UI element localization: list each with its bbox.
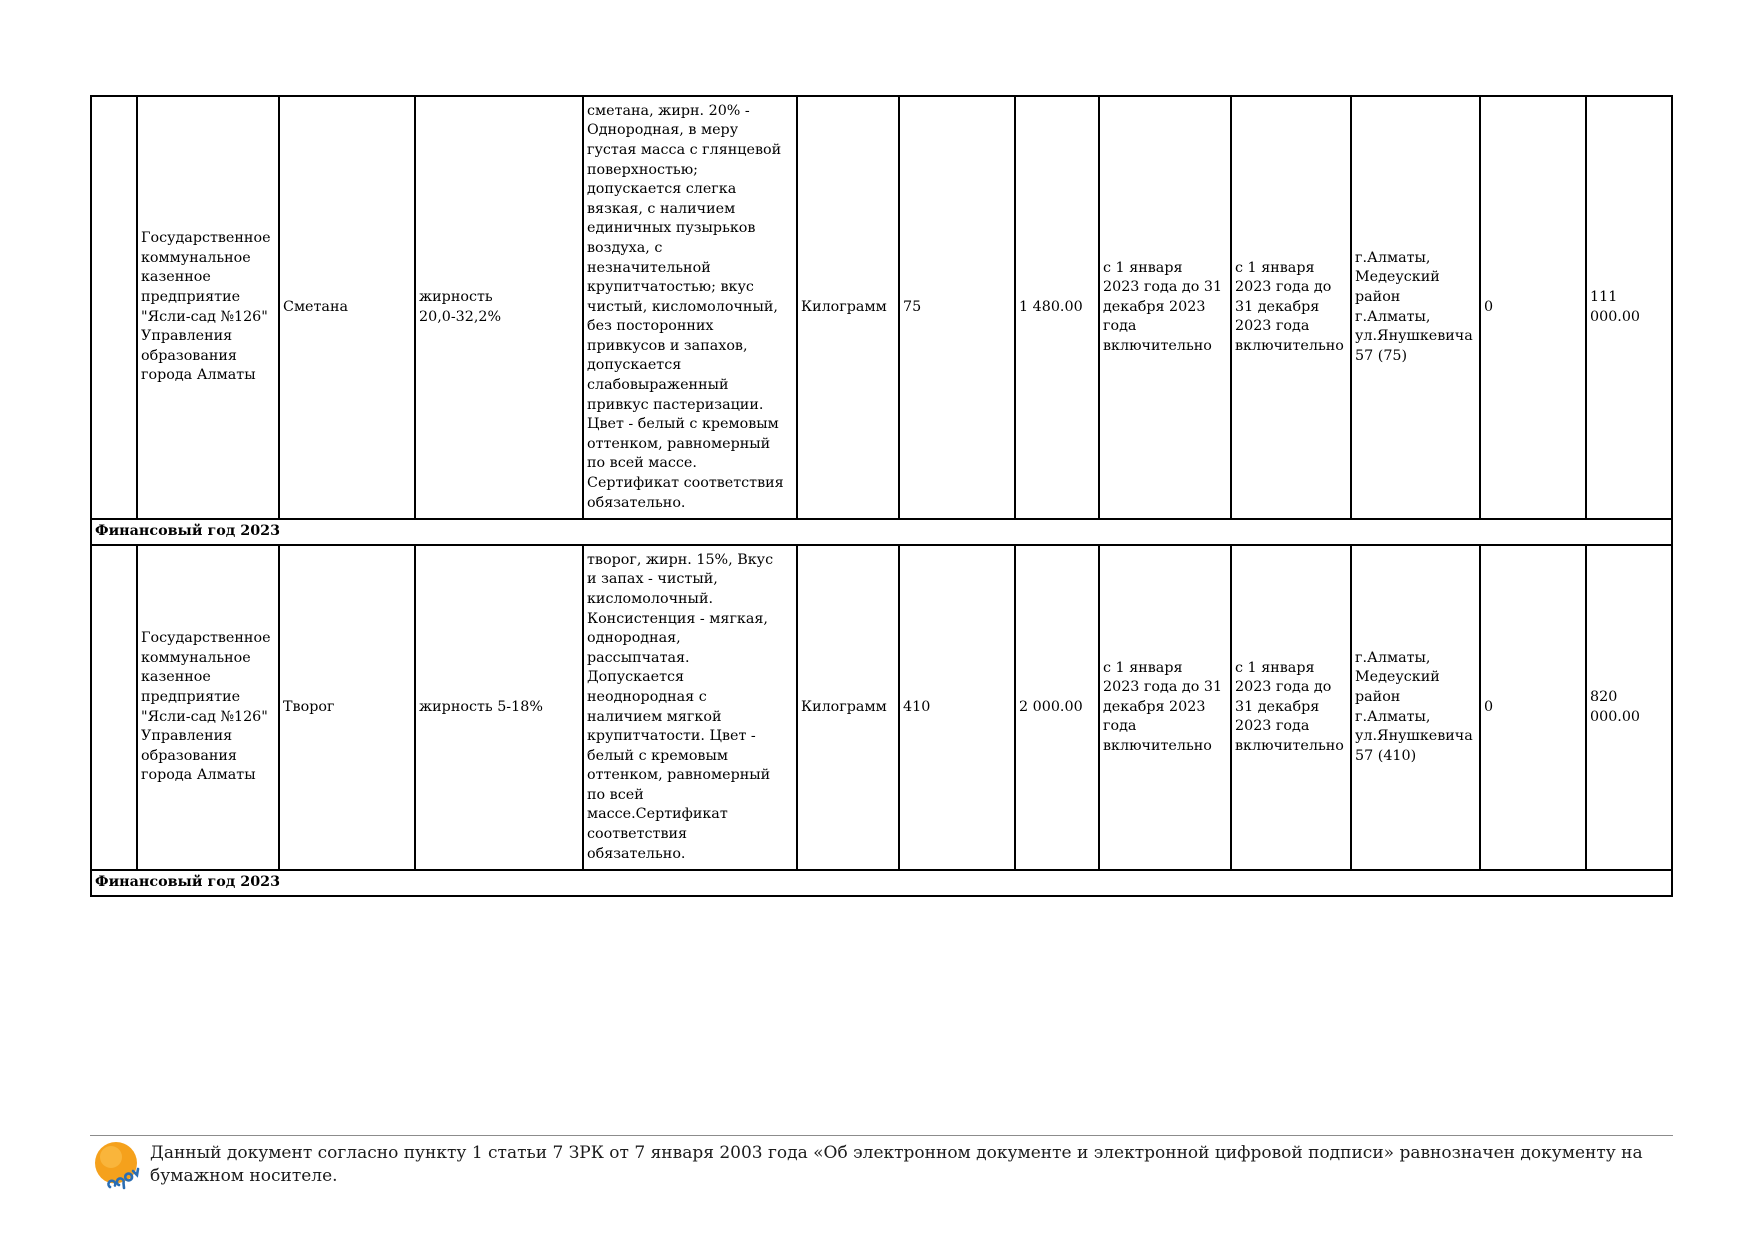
fiscal-year-row	[91, 870, 1672, 896]
cell-unit: Килограмм	[797, 96, 899, 519]
cell-description: творог, жирн. 15%, Вкус и запах - чистый, кисломолочный. Консистенция - мягкая, однородная, рассыпчатая. Допускается неоднородная с наличием мягкой крупитчатости. Цвет - белый с кремовым оттенком, равномерный по всей массе.Сертификат соответствия обязательно.	[583, 545, 797, 870]
cell-amount: 820 000.00	[1586, 545, 1672, 870]
cell-advance: 0	[1480, 96, 1586, 519]
fiscal-year-row	[91, 519, 1672, 545]
legal-notice: Данный документ согласно пункту 1 статьи 7 ЗРК от 7 января 2003 года «Об электронном документе и электронной цифровой подписи» равнозначен документу на бумажном носителе.	[150, 1143, 1643, 1186]
egov-logo-icon	[93, 1140, 143, 1190]
cell-product: Творог	[279, 545, 415, 870]
cell-delivery-place: г.Алматы, Медеуский район г.Алматы, ул.Янушкевича 57 (75)	[1351, 96, 1480, 519]
cell-delivery-place: г.Алматы, Медеуский район г.Алматы, ул.Янушкевича 57 (410)	[1351, 545, 1480, 870]
cell-delivery-term: с 1 января 2023 года до 31 декабря 2023 года включительно	[1099, 545, 1231, 870]
cell-unit: Килограмм	[797, 545, 899, 870]
table-row	[91, 96, 1672, 519]
cell-contract-term: с 1 января 2023 года до 31 декабря 2023 года включительно	[1231, 96, 1351, 519]
table-row	[91, 545, 1672, 870]
cell-advance: 0	[1480, 545, 1586, 870]
cell-quantity: 410	[899, 545, 1015, 870]
fiscal-year-label: Финансовый год 2023	[91, 519, 1672, 545]
cell-price: 2 000.00	[1015, 545, 1099, 870]
cell-price: 1 480.00	[1015, 96, 1099, 519]
cell-blank	[91, 545, 137, 870]
cell-characteristic: жирность 5-18%	[415, 545, 583, 870]
cell-organization: Государственное коммунальное казенное предприятие "Ясли-сад №126" Управления образования города Алматы	[137, 545, 279, 870]
cell-description: сметана, жирн. 20% - Однородная, в меру густая масса с глянцевой поверхностью; допускается слегка вязкая, с наличием единичных пузырьков воздуха, с незначительной крупитчатостью; вкус чистый, кисломолочный, без посторонних привкусов и запахов, допускается слабовыраженный привкус пастеризации. Цвет - белый с кремовым оттенком, равномерный по всей массе. Сертификат соответствия обязательно.	[583, 96, 797, 519]
fiscal-year-label: Финансовый год 2023	[91, 870, 1672, 896]
cell-quantity: 75	[899, 96, 1015, 519]
cell-blank	[91, 96, 137, 519]
footer-divider	[90, 1135, 1673, 1136]
cell-delivery-term: с 1 января 2023 года до 31 декабря 2023 года включительно	[1099, 96, 1231, 519]
cell-organization: Государственное коммунальное казенное предприятие "Ясли-сад №126" Управления образования города Алматы	[137, 96, 279, 519]
cell-amount: 111 000.00	[1586, 96, 1672, 519]
cell-contract-term: с 1 января 2023 года до 31 декабря 2023 года включительно	[1231, 545, 1351, 870]
cell-characteristic: жирность 20,0-32,2%	[415, 96, 583, 519]
cell-product: Сметана	[279, 96, 415, 519]
procurement-table	[90, 95, 1673, 897]
